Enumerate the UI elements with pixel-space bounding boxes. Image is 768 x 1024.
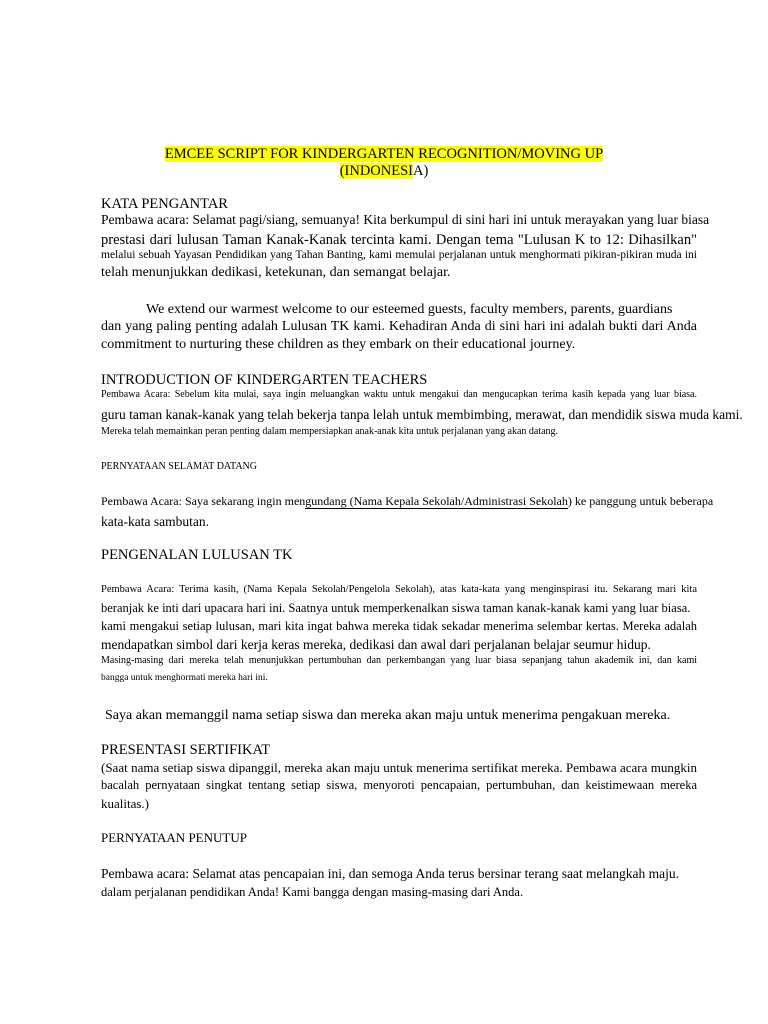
text-run: Pembawa Acara: Saya sekarang ingin men: [101, 494, 306, 508]
text-run: ) ke panggung untuk beberapa: [567, 494, 714, 508]
paragraph-line: [101, 495, 713, 509]
section-heading-intro-teachers: INTRODUCTION OF KINDERGARTEN TEACHERS: [101, 372, 428, 388]
paragraph-line: Pembawa Acara: Terima kasih, (Nama Kepala Sekolah/Pengelola Sekolah), atas kata-kata yang menginspirasi itu. Sekarang mari kita: [101, 584, 697, 595]
paragraph-line: Pembawa Acara: Sebelum kita mulai, saya ingin meluangkan waktu untuk mengakui dan mengucapkan terima kasih kepada yang luar biasa.: [101, 389, 697, 400]
section-heading-pernyataan-penutup: PERNYATAAN PENUTUP: [101, 830, 247, 845]
title-highlight-2: (INDONESI: [339, 163, 413, 179]
document-title-line-1: [0, 146, 768, 163]
paragraph-line: melalui sebuah Yayasan Pendidikan yang Tahan Banting, kami memulai perjalanan untuk menghormati pikiran-pikiran muda ini: [101, 249, 697, 261]
title-highlight: EMCEE SCRIPT FOR KINDERGARTEN RECOGNITION/MOVING UP: [164, 146, 604, 162]
paragraph-line: kata-kata sambutan.: [101, 514, 209, 529]
paragraph-line: dan yang paling penting adalah Lulusan TK kami. Kehadiran Anda di sini hari ini adalah bukti dari Anda: [101, 319, 697, 334]
document-title-line-2: [0, 163, 768, 180]
section-heading-pengenalan-lulusan: PENGENALAN LULUSAN TK: [101, 547, 293, 563]
paragraph-line: telah menunjukkan dedikasi, ketekunan, dan semangat belajar.: [101, 265, 451, 280]
paragraph-line: bangga untuk menghormati mereka hari ini.: [101, 673, 268, 683]
paragraph-line: kami mengakui setiap lulusan, mari kita ingat bahwa mereka tidak sekadar menerima selembar kertas. Mereka adalah: [101, 619, 697, 633]
paragraph-line: Pembawa acara: Selamat atas pencapaian ini, dan semoga Anda terus bersinar terang saat melangkah maju.: [101, 866, 680, 881]
paragraph-line: commitment to nurturing these children as they embark on their educational journey.: [101, 337, 576, 352]
title-rest: A): [412, 163, 429, 179]
paragraph-line: mendapatkan simbol dari kerja keras mereka, dedikasi dan awal dari perjalanan belajar seumur hidup.: [101, 637, 651, 652]
section-heading-presentasi-sertifikat: PRESENTASI SERTIFIKAT: [101, 742, 271, 758]
paragraph-line: Pembawa acara: Selamat pagi/siang, semuanya! Kita berkumpul di sini hari ini untuk merayakan yang luar biasa: [101, 212, 710, 227]
section-heading-kata-pengantar: KATA PENGANTAR: [101, 196, 228, 212]
paragraph-line: beranjak ke inti dari upacara hari ini. Saatnya untuk memperkenalkan siswa taman kanak-kanak kami yang luar biasa.: [101, 601, 691, 615]
underlined-text: gundang (Nama Kepala Sekolah/Administrasi Sekolah: [305, 494, 568, 508]
paragraph-line: guru taman kanak-kanak yang telah bekerja tanpa lelah untuk membimbing, merawat, dan mendidik siswa muda kami.: [101, 407, 743, 422]
paragraph-line: bacalah pernyataan singkat tentang setiap siswa, menyoroti pencapaian, pertumbuhan, dan keistimewaan mereka: [101, 778, 697, 792]
paragraph-line: (Saat nama setiap siswa dipanggil, mereka akan maju untuk menerima sertifikat mereka. Pembawa acara mungkin: [101, 760, 697, 775]
paragraph-line: Mereka telah memainkan peran penting dalam mempersiapkan anak-anak kita untuk perjalanan yang akan datang.: [101, 426, 559, 437]
paragraph-line: prestasi dari lulusan Taman Kanak-Kanak tercinta kami. Dengan tema "Lulusan K to 12: Dihasilkan": [101, 232, 697, 248]
paragraph-line: Saya akan memanggil nama setiap siswa dan mereka akan maju untuk menerima pengakuan mereka.: [105, 708, 671, 723]
paragraph-line: dalam perjalanan pendidikan Anda! Kami bangga dengan masing-masing dari Anda.: [101, 885, 524, 899]
paragraph-line: Masing-masing dari mereka telah menunjukkan pertumbuhan dan perkembangan yang luar biasa sepanjang tahun akademik ini, dan kami: [101, 655, 697, 666]
paragraph-line: kualitas.): [101, 796, 150, 811]
paragraph-line: We extend our warmest welcome to our esteemed guests, faculty members, parents, guardians: [146, 302, 673, 317]
section-heading-selamat-datang: PERNYATAAN SELAMAT DATANG: [101, 461, 258, 472]
